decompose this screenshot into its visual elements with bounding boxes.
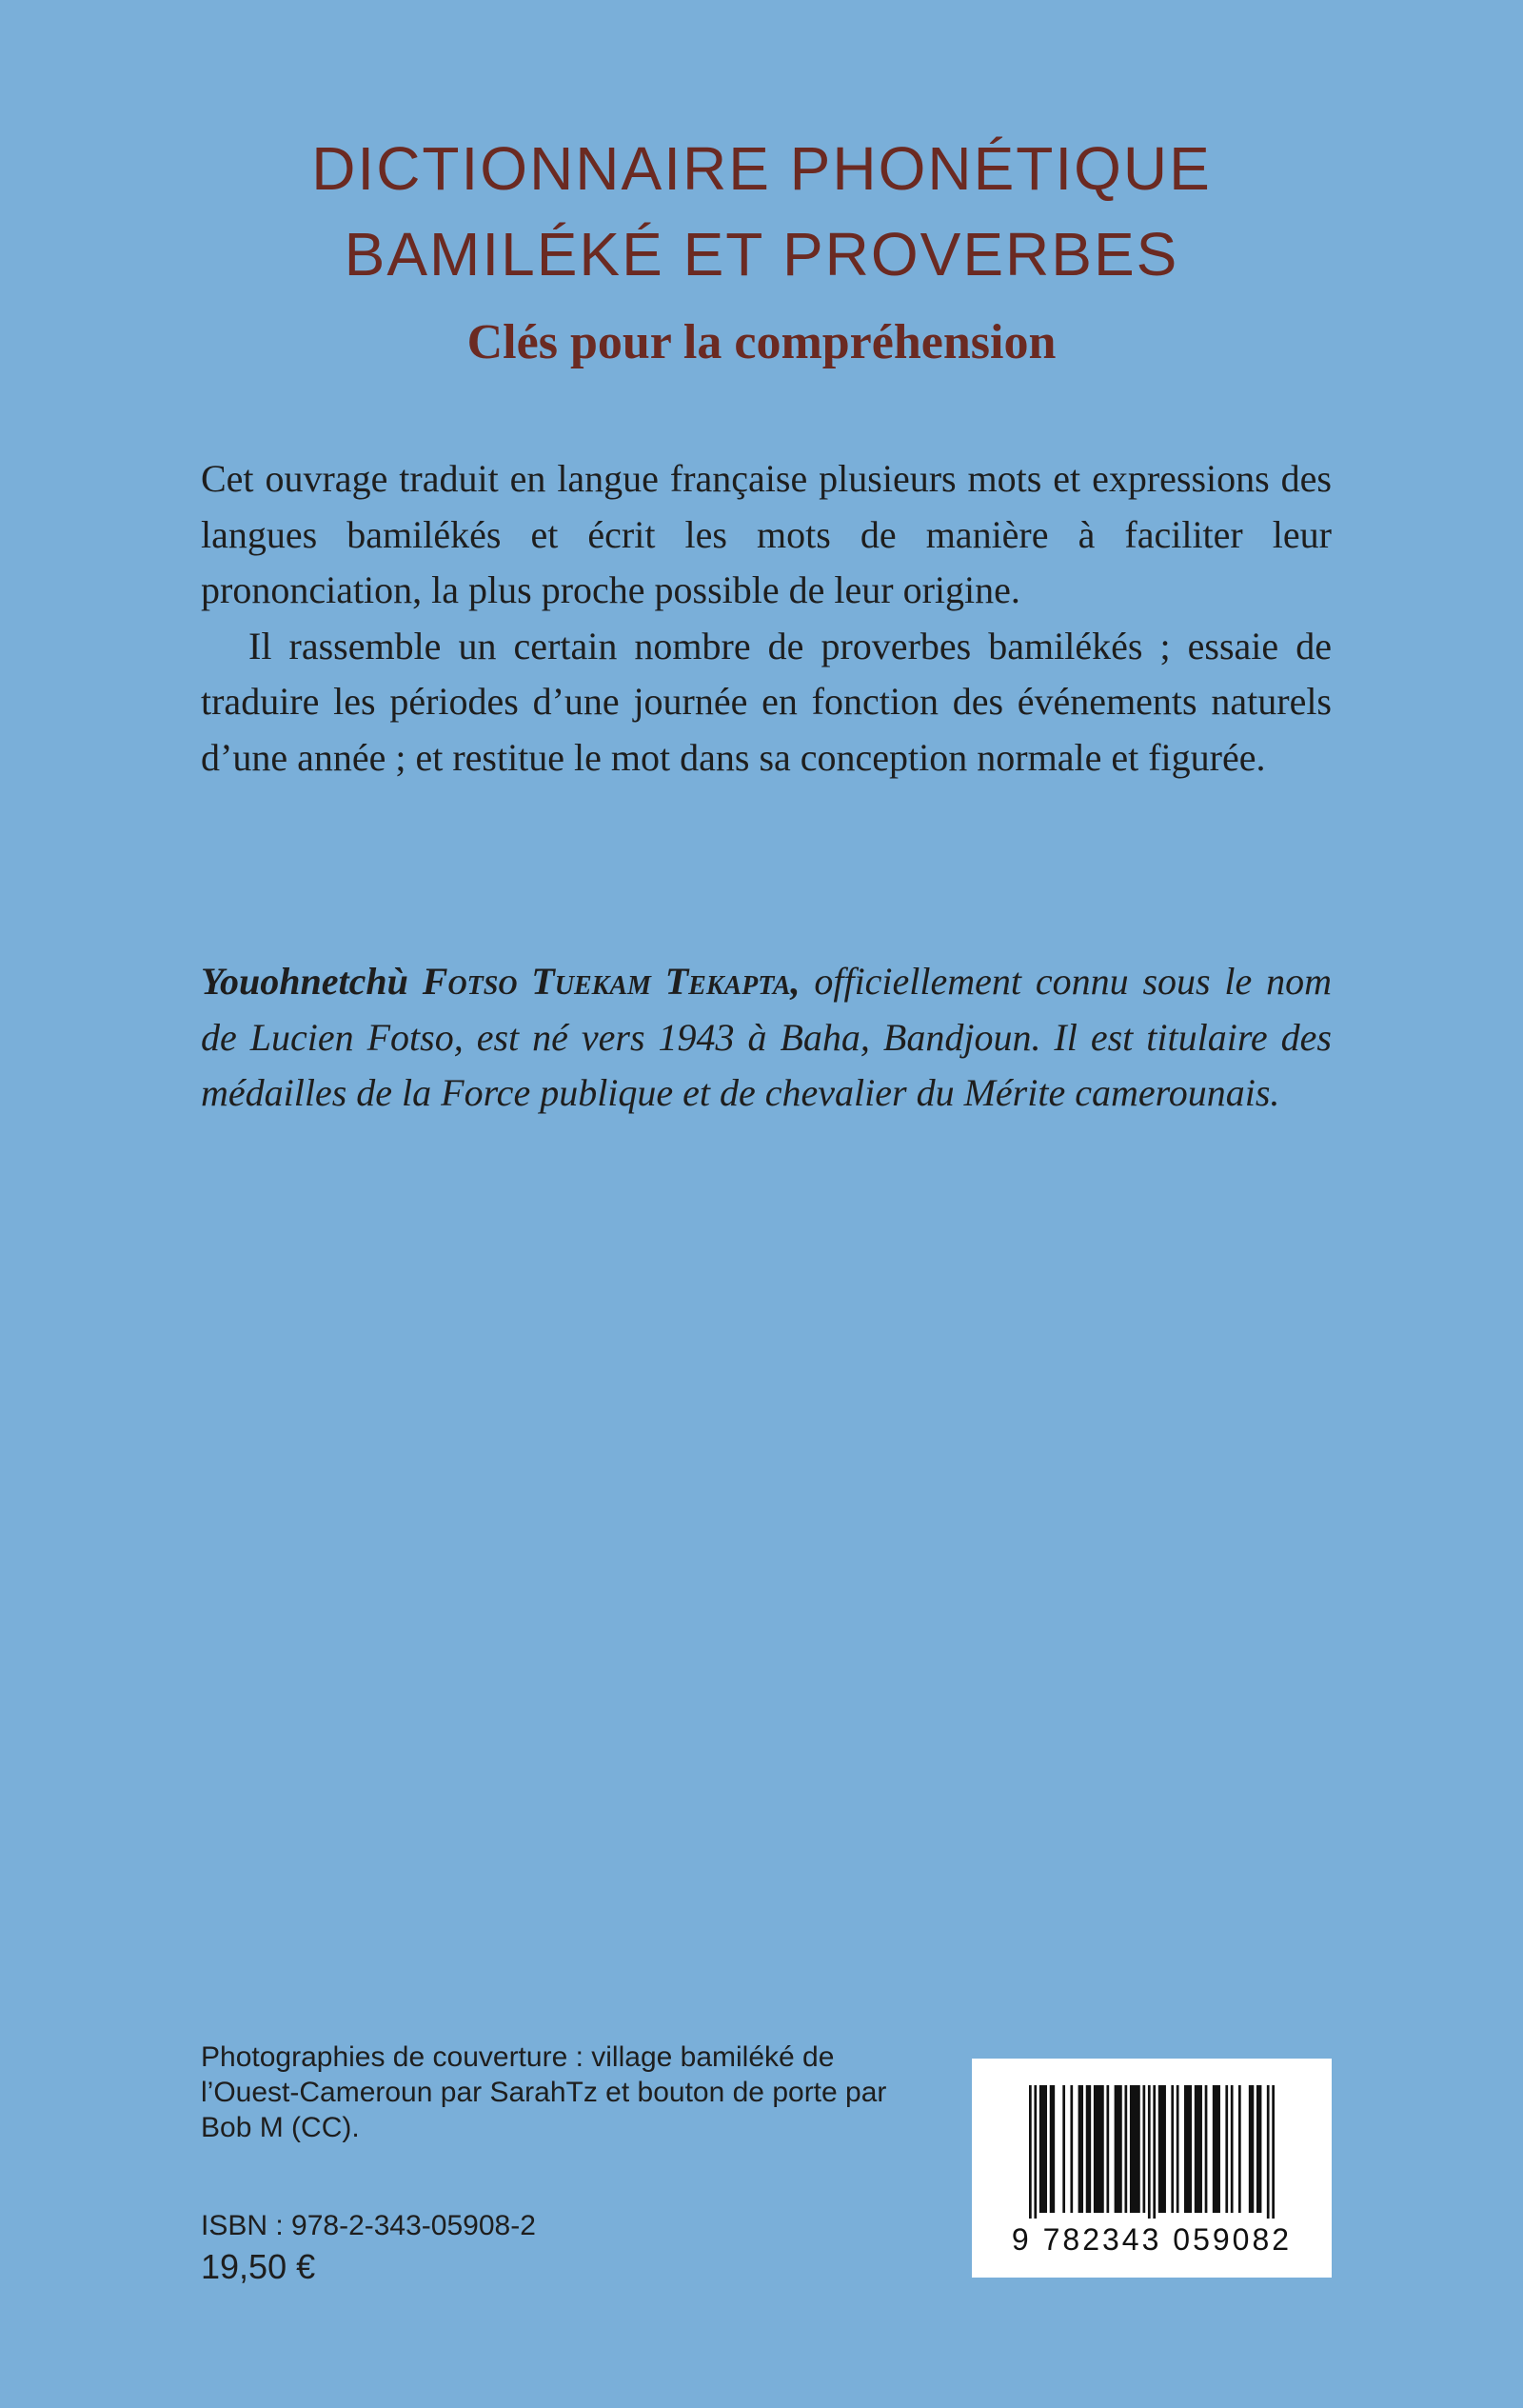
barcode-bar <box>1115 2085 1122 2213</box>
author-last-name: Fotso Tuekam Tekapta, <box>422 960 801 1003</box>
barcode-bar <box>1177 2085 1179 2213</box>
author-bio-text: officiellement connu sous le nom de Lucien Fotso, est né vers 1943 à Baha, Bandjoun. Il est titulaire des médailles de la Force publique et de chevalier du Mérite camerounais. <box>201 960 1332 1114</box>
barcode-bar <box>1256 2085 1261 2213</box>
barcode-bars <box>1029 2085 1275 2219</box>
barcode-bar <box>1184 2085 1192 2213</box>
barcode-bar <box>1231 2085 1234 2213</box>
barcode-bar <box>1034 2085 1037 2219</box>
barcode-bar <box>1086 2085 1091 2213</box>
barcode-bar <box>1213 2085 1220 2213</box>
author-first-name: Youohnetchù <box>201 960 408 1003</box>
barcode-bar <box>1238 2085 1241 2213</box>
price: 19,50 € <box>201 2247 316 2286</box>
barcode-bar <box>1029 2085 1032 2219</box>
description-paragraph-2: Il rassemble un certain nombre de proverbes bamilékés ; essaie de traduire les périodes d’une journée en fonction des événements naturels d’une année ; et restitue le mot dans sa conception normale et figurée. <box>201 624 1332 779</box>
barcode-bar <box>1124 2085 1127 2213</box>
title-line-1: DICTIONNAIRE PHONÉTIQUE <box>311 134 1212 203</box>
barcode <box>972 2059 1332 2278</box>
barcode-bar <box>1225 2085 1228 2213</box>
barcode-bar <box>1050 2085 1055 2213</box>
barcode-bar <box>1272 2085 1275 2219</box>
barcode-bar <box>1171 2085 1174 2213</box>
author-bio <box>201 954 1332 1122</box>
description-paragraph-1: Cet ouvrage traduit en langue française plusieurs mots et expressions des langues bamilékés et écrit les mots de manière à faciliter leur prononciation, la plus proche possible de leur origine. <box>201 457 1332 611</box>
barcode-bar <box>1106 2085 1109 2213</box>
barcode-bar <box>1148 2085 1151 2219</box>
barcode-bar <box>1078 2085 1083 2213</box>
barcode-bar <box>1062 2085 1065 2213</box>
cover-credits: Photographies de couverture : village bamiléké de l’Ouest-Cameroun par SarahTz et bouton de porte par Bob M (CC). <box>201 2041 887 2143</box>
barcode-bar <box>1039 2085 1047 2213</box>
barcode-bar <box>1205 2085 1208 2213</box>
barcode-bar <box>1153 2085 1156 2219</box>
book-subtitle: Clés pour la compréhension <box>466 315 1057 369</box>
description <box>201 451 1332 786</box>
barcode-bar <box>1267 2085 1270 2219</box>
barcode-digits: 9 782343 059082 <box>1011 2222 1293 2257</box>
isbn: ISBN : 978-2-343-05908-2 <box>201 2210 536 2241</box>
book-title <box>0 126 1523 297</box>
barcode-bar <box>1249 2085 1254 2213</box>
barcode-bar <box>1195 2085 1202 2213</box>
barcode-bar <box>1070 2085 1073 2213</box>
barcode-bar <box>1158 2085 1166 2213</box>
title-line-2: BAMILÉKÉ ET PROVERBES <box>344 220 1179 289</box>
barcode-bar <box>1142 2085 1145 2213</box>
barcode-bar <box>1094 2085 1104 2213</box>
barcode-bar <box>1130 2085 1140 2213</box>
